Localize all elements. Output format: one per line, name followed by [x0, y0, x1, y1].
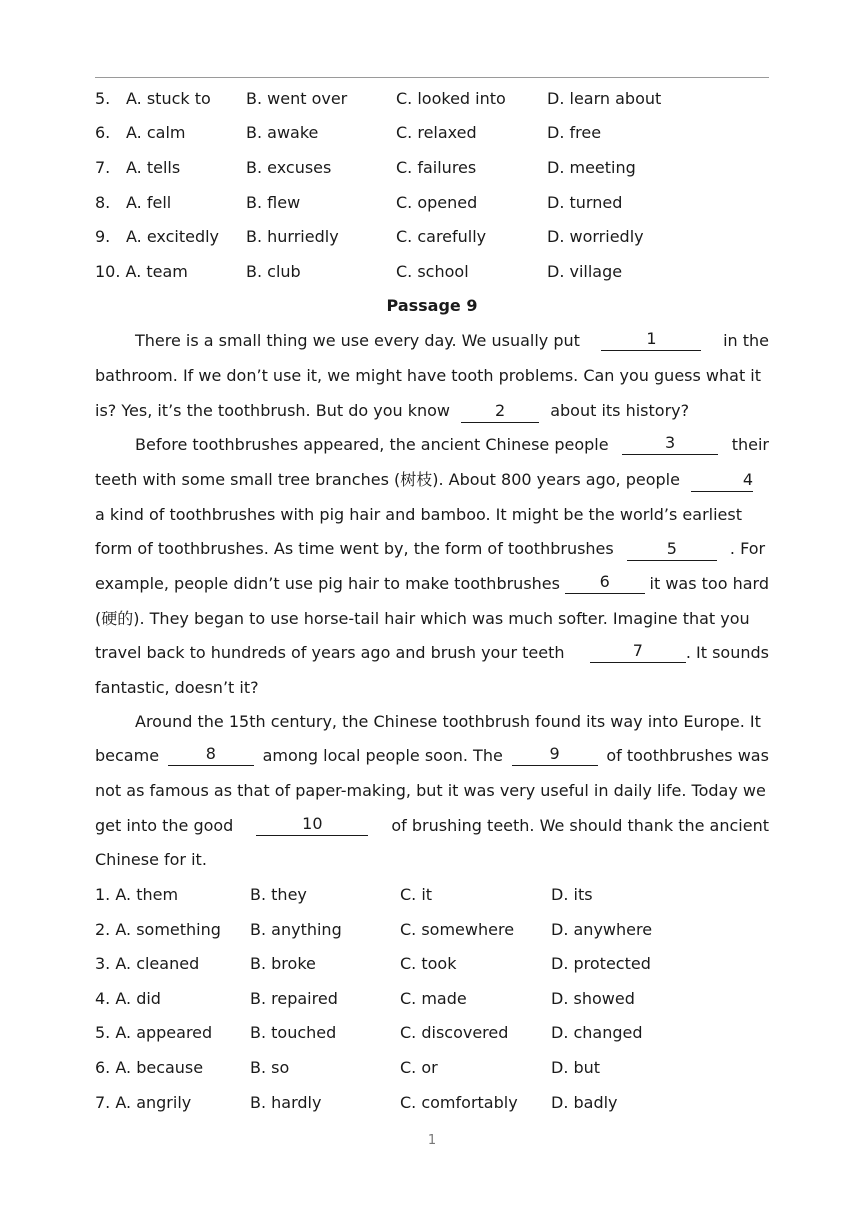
option-b: B. hurriedly	[246, 227, 339, 246]
option-c: C. comfortably	[400, 1093, 518, 1112]
option-c: C. it	[400, 885, 433, 904]
blank-8: 8	[168, 744, 254, 766]
option-b: B. club	[246, 262, 301, 281]
option-number: 6.	[95, 123, 111, 142]
option-c: C. relaxed	[396, 123, 477, 142]
option-c: C. or	[400, 1058, 438, 1077]
option-number: 7.	[95, 158, 111, 177]
option-row	[95, 918, 769, 942]
prev-option-row	[95, 260, 769, 284]
passage-line: fantastic, doesn’t it?	[95, 678, 259, 697]
blank-10: 10	[256, 814, 368, 836]
passage-line: There is a small thing we use every day. We usually put 1 in the	[135, 329, 769, 350]
option-a: A. stuck to	[126, 89, 211, 108]
passage-line: (硬的). They began to use horse-tail hair which was much softer. Imagine that you	[95, 609, 750, 628]
option-b: B. anything	[250, 920, 342, 939]
option-a: 3. A. cleaned	[95, 954, 200, 973]
option-a: 7. A. angrily	[95, 1093, 192, 1112]
option-a: A. excitedly	[126, 227, 220, 246]
option-b: B. awake	[246, 123, 319, 142]
option-d: D. free	[547, 123, 602, 142]
prev-option-row	[95, 87, 769, 111]
passage-line: is? Yes, it’s the toothbrush. But do you know 2 about its history?	[95, 399, 769, 423]
option-d: D. badly	[551, 1093, 618, 1112]
passage-title: Passage 9	[386, 296, 478, 315]
option-a: 5. A. appeared	[95, 1023, 213, 1042]
option-d: D. village	[547, 262, 623, 281]
blank-5: 5	[627, 539, 717, 561]
option-d: D. changed	[551, 1023, 643, 1042]
option-d: D. protected	[551, 954, 651, 973]
option-c: C. opened	[396, 193, 478, 212]
blank-6: 6	[565, 572, 645, 594]
option-c: C. school	[396, 262, 469, 281]
option-c: C. took	[400, 954, 457, 973]
passage-line: travel back to hundreds of years ago and brush your teeth 7 . It sounds	[95, 641, 769, 662]
option-a: A. tells	[126, 158, 181, 177]
option-b: B. flew	[246, 193, 301, 212]
prev-option-row	[95, 121, 769, 145]
option-d: D. learn about	[547, 89, 662, 108]
header-rule	[95, 77, 769, 78]
option-row	[95, 883, 769, 907]
option-row	[95, 1056, 769, 1080]
blank-7: 7	[590, 641, 686, 663]
option-d: D. but	[551, 1058, 601, 1077]
option-d: D. showed	[551, 989, 635, 1008]
option-b: B. so	[250, 1058, 290, 1077]
passage-line: bathroom. If we don’t use it, we might have tooth problems. Can you guess what it	[95, 366, 762, 385]
passage-line: not as famous as that of paper-making, but it was very useful in daily life. Today we	[95, 781, 766, 800]
option-row	[95, 952, 769, 976]
option-a: A. calm	[126, 123, 186, 142]
passage-line: Around the 15th century, the Chinese toothbrush found its way into Europe. It	[135, 712, 761, 731]
prev-option-row	[95, 225, 769, 249]
option-c: C. made	[400, 989, 467, 1008]
option-c: C. somewhere	[400, 920, 515, 939]
option-row	[95, 1021, 769, 1045]
passage-line: a kind of toothbrushes with pig hair and bamboo. It might be the world’s earliest	[95, 505, 742, 524]
option-d: D. turned	[547, 193, 623, 212]
option-d: D. its	[551, 885, 593, 904]
option-a: A. fell	[126, 193, 172, 212]
option-b: B. they	[250, 885, 307, 904]
option-b: B. hardly	[250, 1093, 322, 1112]
option-a: 1. A. them	[95, 885, 179, 904]
option-b: B. repaired	[250, 989, 338, 1008]
option-b: B. broke	[250, 954, 316, 973]
passage-line: form of toothbrushes. As time went by, the form of toothbrushes 5 . For	[95, 537, 769, 561]
passage-line: Chinese for it.	[95, 850, 207, 869]
option-c: C. carefully	[396, 227, 487, 246]
passage-line: example, people didn’t use pig hair to make toothbrushes 6 it was too hard	[95, 572, 769, 593]
blank-2: 2	[461, 401, 539, 423]
passage-line: get into the good 10 of brushing teeth. We should thank the ancient	[95, 814, 769, 835]
option-b: B. went over	[246, 89, 348, 108]
blank-3: 3	[622, 433, 718, 455]
option-a: 4. A. did	[95, 989, 161, 1008]
option-d: D. anywhere	[551, 920, 653, 939]
passage-line: Before toothbrushes appeared, the ancient Chinese people 3 their	[135, 433, 769, 454]
passage-line: teeth with some small tree branches (树枝). About 800 years ago, people 4	[95, 468, 769, 492]
option-number: 9.	[95, 227, 111, 246]
option-number: 8.	[95, 193, 111, 212]
option-a: 6. A. because	[95, 1058, 204, 1077]
option-row	[95, 1091, 769, 1115]
blank-1: 1	[601, 329, 701, 351]
prev-option-row	[95, 191, 769, 215]
blank-9: 9	[512, 744, 598, 766]
option-b: B. touched	[250, 1023, 337, 1042]
option-c: C. looked into	[396, 89, 506, 108]
option-a: 2. A. something	[95, 920, 221, 939]
option-number: 5.	[95, 89, 111, 108]
option-d: D. meeting	[547, 158, 636, 177]
passage-line: became 8 among local people soon. The 9 of toothbrushes was	[95, 744, 769, 765]
prev-option-row	[95, 156, 769, 180]
option-d: D. worriedly	[547, 227, 644, 246]
page-number: 1	[427, 1133, 437, 1148]
option-number-and-a: 10. A. team	[95, 262, 188, 281]
option-c: C. failures	[396, 158, 477, 177]
blank-4: 4	[691, 470, 753, 492]
option-c: C. discovered	[400, 1023, 509, 1042]
option-b: B. excuses	[246, 158, 332, 177]
option-row	[95, 987, 769, 1011]
